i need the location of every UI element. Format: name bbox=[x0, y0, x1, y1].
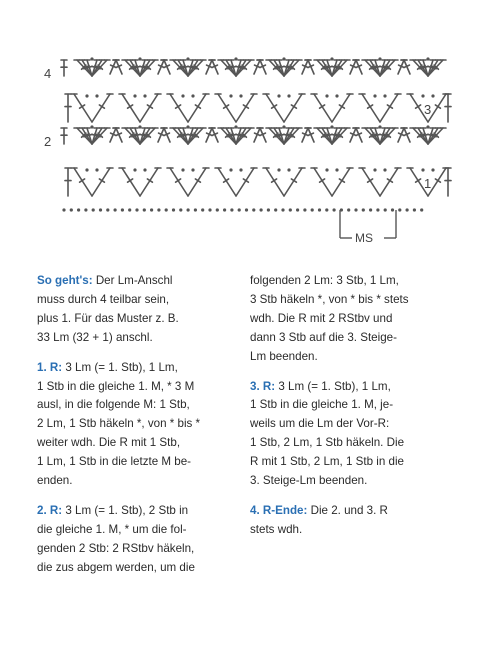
chain-dot bbox=[99, 208, 102, 211]
instruction-line: R mit 1 Stb, 2 Lm, 1 Stb in die bbox=[250, 455, 405, 469]
stitch-crossbar bbox=[308, 133, 314, 135]
v-stitch-right bbox=[92, 94, 110, 122]
instruction-keyword: 1. R: bbox=[37, 360, 63, 374]
chain-dot bbox=[335, 94, 338, 97]
chain-dot bbox=[267, 208, 270, 211]
chain-dot bbox=[201, 208, 204, 211]
chain-dot bbox=[181, 94, 184, 97]
chain-dot bbox=[138, 57, 141, 60]
chain-dot bbox=[133, 168, 136, 171]
instruction-line: 3 Stb häkeln *, von * bis * stets bbox=[250, 292, 409, 306]
instruction-line: Der Lm-Anschl bbox=[95, 274, 173, 287]
chain-dot bbox=[90, 125, 93, 128]
chain-dot bbox=[398, 208, 401, 211]
chain-dot bbox=[230, 208, 233, 211]
chain-dot bbox=[234, 57, 237, 60]
chain-dot bbox=[223, 208, 226, 211]
chain-dot bbox=[277, 168, 280, 171]
chain-dot bbox=[229, 168, 232, 171]
chain-dot bbox=[239, 168, 242, 171]
instruction-line: stets wdh. bbox=[250, 522, 303, 536]
chain-dot bbox=[369, 208, 372, 211]
stitch-crossbar bbox=[164, 65, 170, 67]
chain-dot bbox=[95, 168, 98, 171]
chain-dot bbox=[143, 94, 146, 97]
chain-dot bbox=[282, 125, 285, 128]
chain-dot bbox=[191, 168, 194, 171]
chain-dot bbox=[384, 208, 387, 211]
v-stitch-left bbox=[122, 94, 140, 122]
chain-dot bbox=[143, 168, 146, 171]
chain-dot bbox=[426, 57, 429, 60]
chain-dot bbox=[287, 168, 290, 171]
v-stitch-left bbox=[218, 168, 236, 196]
chain-dot bbox=[325, 208, 328, 211]
instruction-keyword: 3. R: bbox=[250, 379, 276, 393]
v-stitch-left bbox=[74, 168, 92, 196]
instruction-paragraph bbox=[250, 378, 456, 491]
v-stitch-right bbox=[92, 168, 110, 196]
stitch-crossbar bbox=[260, 65, 266, 67]
chain-dot bbox=[391, 208, 394, 211]
chain-dot bbox=[245, 208, 248, 211]
chain-dot bbox=[191, 94, 194, 97]
instruction-line: dann 3 Stb auf die 3. Steige- bbox=[250, 330, 397, 344]
chain-dot bbox=[260, 208, 263, 211]
chain-dot bbox=[406, 208, 409, 211]
chain-dot bbox=[234, 125, 237, 128]
v-stitch-left bbox=[170, 168, 188, 196]
v-stitch-right bbox=[332, 168, 350, 196]
instruction-line: genden 2 Stb: 2 RStbv häkeln, bbox=[37, 541, 195, 555]
chain-dot bbox=[135, 208, 138, 211]
instruction-line: 3 Lm (= 1. Stb), 2 Stb in bbox=[65, 503, 189, 517]
chain-dot bbox=[373, 94, 376, 97]
crochet-chart bbox=[40, 48, 460, 256]
instruction-line: ausl, in die folgende M: 1 Stb, bbox=[37, 398, 190, 412]
chain-dot bbox=[421, 94, 424, 97]
stitch-crossbar bbox=[404, 65, 410, 67]
row-label-3: 3 bbox=[424, 102, 432, 117]
instructions-right-column bbox=[250, 272, 456, 551]
stitch-crossbar bbox=[356, 133, 362, 135]
chain-dot bbox=[354, 208, 357, 211]
chain-dot bbox=[277, 94, 280, 97]
instruction-paragraph bbox=[37, 502, 243, 578]
chain-dot bbox=[229, 94, 232, 97]
chain-dot bbox=[347, 208, 350, 211]
chain-dot bbox=[95, 94, 98, 97]
chain-dot bbox=[186, 57, 189, 60]
v-stitch-left bbox=[122, 168, 140, 196]
v-stitch-left bbox=[362, 168, 380, 196]
v-stitch-right bbox=[236, 94, 254, 122]
instructions-left-column bbox=[37, 272, 243, 589]
v-stitch-left bbox=[362, 94, 380, 122]
instruction-line: weiter wdh. Die R mit 1 Stb, bbox=[37, 436, 181, 450]
chain-dot bbox=[420, 208, 423, 211]
chain-dot bbox=[421, 168, 424, 171]
chain-dot bbox=[281, 208, 284, 211]
v-stitch-right bbox=[284, 168, 302, 196]
instruction-line: 2 Lm, 1 Stb häkeln *, von * bis * bbox=[37, 417, 201, 431]
v-stitch-right bbox=[284, 94, 302, 122]
v-stitch-right bbox=[380, 94, 398, 122]
v-stitch-right bbox=[332, 94, 350, 122]
chain-dot bbox=[325, 168, 328, 171]
chain-dot bbox=[133, 94, 136, 97]
chain-dot bbox=[181, 168, 184, 171]
chain-dot bbox=[85, 94, 88, 97]
chain-dot bbox=[318, 208, 321, 211]
row-label-1: 1 bbox=[424, 176, 432, 191]
chain-dot bbox=[383, 168, 386, 171]
chain-dot bbox=[165, 208, 168, 211]
chain-dot bbox=[333, 208, 336, 211]
v-stitch-right bbox=[236, 168, 254, 196]
chain-dot bbox=[274, 208, 277, 211]
v-stitch-right bbox=[188, 94, 206, 122]
instruction-paragraph bbox=[250, 502, 456, 540]
chain-dot bbox=[330, 57, 333, 60]
chain-dot bbox=[121, 208, 124, 211]
chain-dot bbox=[85, 168, 88, 171]
chain-dot bbox=[373, 168, 376, 171]
chain-dot bbox=[114, 208, 117, 211]
instruction-keyword: So geht's: bbox=[37, 274, 93, 287]
v-stitch-left bbox=[314, 168, 332, 196]
instruction-line: die zus abgem werden, um die bbox=[37, 560, 195, 574]
stitch-crossbar bbox=[260, 133, 266, 135]
instruction-paragraph bbox=[37, 359, 243, 491]
chain-dot bbox=[282, 57, 285, 60]
stitch-crossbar bbox=[212, 133, 218, 135]
chain-dot bbox=[303, 208, 306, 211]
chain-dot bbox=[376, 208, 379, 211]
chain-dot bbox=[106, 208, 109, 211]
instruction-keyword: 2. R: bbox=[37, 503, 63, 517]
chain-dot bbox=[311, 208, 314, 211]
chain-dot bbox=[413, 208, 416, 211]
chain-dot bbox=[296, 208, 299, 211]
row-label-2: 2 bbox=[44, 134, 52, 149]
row-label-4: 4 bbox=[44, 66, 52, 81]
v-stitch-right bbox=[380, 168, 398, 196]
chain-dot bbox=[90, 57, 93, 60]
chain-dot bbox=[216, 208, 219, 211]
instruction-keyword: 4. R-Ende: bbox=[250, 503, 308, 517]
chain-dot bbox=[330, 125, 333, 128]
v-stitch-left bbox=[170, 94, 188, 122]
chain-dot bbox=[362, 208, 365, 211]
v-stitch-right bbox=[188, 168, 206, 196]
stitch-crossbar bbox=[308, 65, 314, 67]
stitch-crossbar bbox=[356, 65, 362, 67]
stitch-crossbar bbox=[404, 133, 410, 135]
v-stitch-right bbox=[140, 168, 158, 196]
instruction-line: 1 Lm, 1 Stb in die letzte M be- bbox=[37, 455, 192, 469]
instruction-line: wdh. Die R mit 2 RStbv und bbox=[250, 311, 393, 325]
instruction-line: 1 Stb in die gleiche 1. M, * 3 M bbox=[37, 379, 195, 393]
instruction-line: plus 1. Für das Muster z. B. bbox=[37, 311, 179, 325]
stitch-crossbar bbox=[116, 133, 122, 135]
instruction-line: die gleiche 1. M, * um die fol- bbox=[37, 522, 187, 536]
instruction-line: 33 Lm (32 + 1) anschl. bbox=[37, 330, 153, 344]
instruction-line: 3 Lm (= 1. Stb), 1 Lm, bbox=[65, 360, 178, 374]
chain-dot bbox=[194, 208, 197, 211]
chain-dot bbox=[92, 208, 95, 211]
chain-dot bbox=[179, 208, 182, 211]
instruction-line: muss durch 4 teilbar sein, bbox=[37, 292, 170, 306]
ms-label: MS bbox=[355, 231, 373, 245]
chain-dot bbox=[378, 125, 381, 128]
instruction-line: Lm beenden. bbox=[250, 349, 318, 363]
chain-dot bbox=[335, 168, 338, 171]
chain-dot bbox=[431, 168, 434, 171]
v-stitch-left bbox=[266, 168, 284, 196]
chain-dot bbox=[186, 125, 189, 128]
chain-dot bbox=[431, 94, 434, 97]
v-stitch-left bbox=[218, 94, 236, 122]
instruction-line: weils um die Lm der Vor-R: bbox=[250, 417, 390, 431]
chain-dot bbox=[383, 94, 386, 97]
instruction-line: 1 Stb in die gleiche 1. M, je- bbox=[250, 398, 394, 412]
chain-dot bbox=[238, 208, 241, 211]
instruction-line: Die 2. und 3. R bbox=[310, 503, 388, 517]
chain-dot bbox=[187, 208, 190, 211]
instruction-line: folgenden 2 Lm: 3 Stb, 1 Lm, bbox=[250, 274, 399, 287]
chain-dot bbox=[77, 208, 80, 211]
v-stitch-left bbox=[74, 94, 92, 122]
chain-dot bbox=[62, 208, 65, 211]
instruction-paragraph bbox=[250, 272, 456, 367]
chain-dot bbox=[208, 208, 211, 211]
v-stitch-left bbox=[266, 94, 284, 122]
chain-dot bbox=[287, 94, 290, 97]
chain-dot bbox=[289, 208, 292, 211]
chain-dot bbox=[70, 208, 73, 211]
chain-dot bbox=[157, 208, 160, 211]
v-stitch-right bbox=[140, 94, 158, 122]
chain-dot bbox=[378, 57, 381, 60]
chain-dot bbox=[150, 208, 153, 211]
chain-dot bbox=[325, 94, 328, 97]
stitch-crossbar bbox=[116, 65, 122, 67]
instruction-line: 3 Lm (= 1. Stb), 1 Lm, bbox=[278, 379, 391, 393]
v-stitch-left bbox=[314, 94, 332, 122]
chain-dot bbox=[84, 208, 87, 211]
chain-dot bbox=[252, 208, 255, 211]
stitch-crossbar bbox=[164, 133, 170, 135]
chain-dot bbox=[138, 125, 141, 128]
instruction-line: 3. Steige-Lm beenden. bbox=[250, 474, 368, 488]
chain-dot bbox=[172, 208, 175, 211]
instruction-line: enden. bbox=[37, 474, 73, 488]
stitch-crossbar bbox=[212, 65, 218, 67]
chain-dot bbox=[239, 94, 242, 97]
instruction-paragraph bbox=[37, 272, 243, 348]
chain-dot bbox=[426, 125, 429, 128]
chain-dot bbox=[143, 208, 146, 211]
instruction-line: 1 Stb, 2 Lm, 1 Stb häkeln. Die bbox=[250, 436, 405, 450]
chain-dot bbox=[128, 208, 131, 211]
